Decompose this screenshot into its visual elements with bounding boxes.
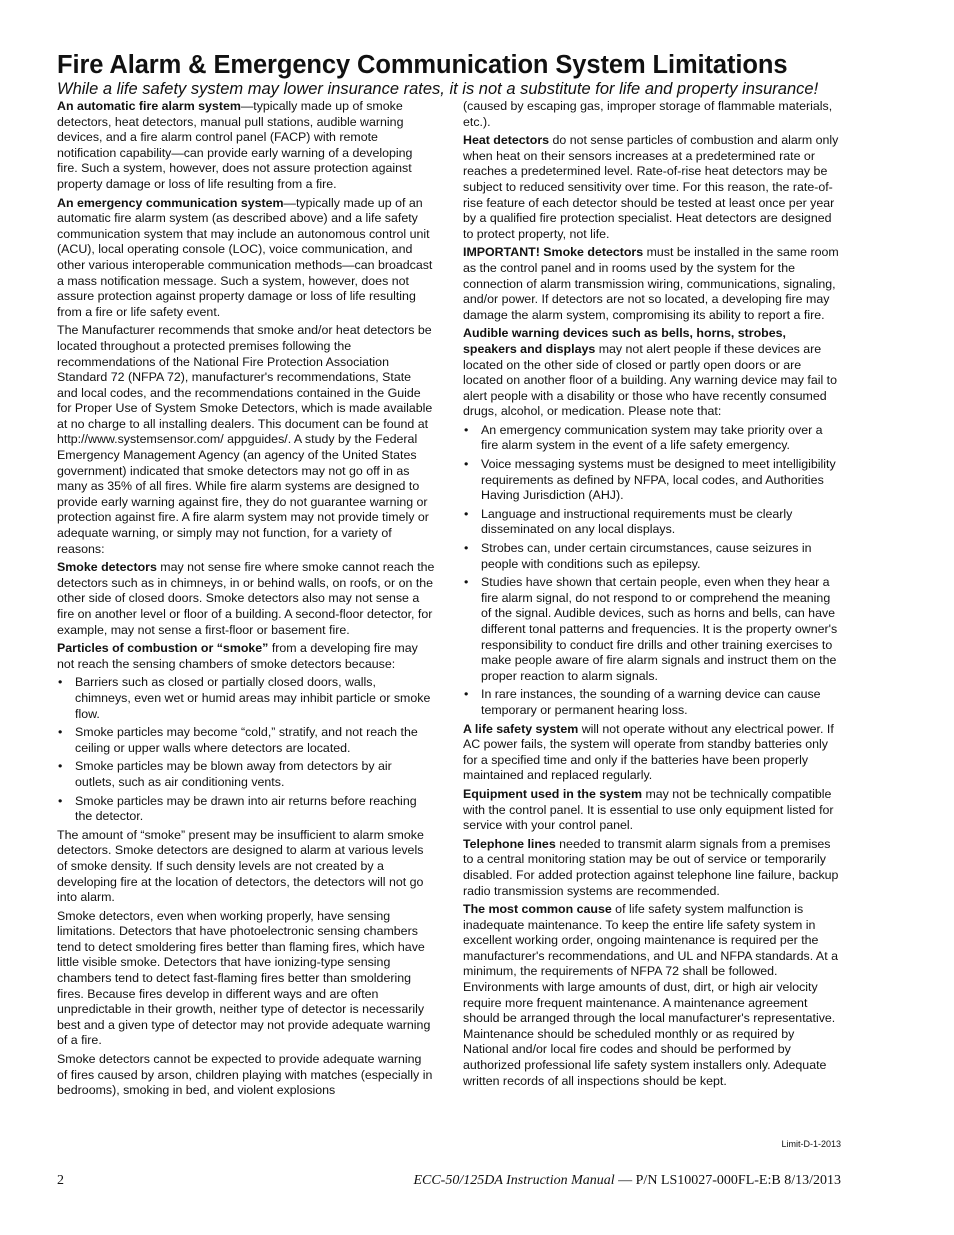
list-item: • Studies have shown that certain people, even when they hear a fire alarm signal, do not respond to or comprehend the meaning of the signal. Audible devices, such as horns and bells, can have different tonal patterns and frequencies. It is the property owner's responsibility to conduct fire drills and other training exercises to make people aware of fire alarm signals and instruct them on the proper reaction to alarm signals. [463,575,841,684]
important-paragraph [463,245,841,323]
smoke-bullet-list [57,675,435,824]
telephone-text: needed to transmit alarm signals from a premises to a central monitoring station may be out of service or temporarily disabled. For added protection against telephone line failure, backup radio transmission systems are recommended. [463,836,839,898]
emergency-comm-paragraph [57,196,435,321]
list-item: • In rare instances, the sounding of a warning device can cause temporary or permanent hearing loss. [463,687,841,718]
smoke-amount-paragraph: The amount of “smoke” present may be insufficient to alarm smoke detectors. Smoke detectors are designed to alarm at various levels of smoke density. If such density levels are not created by a developing fire at the location of detectors, the detectors will not go into alarm. [57,827,424,905]
common-cause-paragraph [463,902,841,1089]
right-column [463,99,841,1092]
important-text: must be installed in the same room as the control panel and in rooms used by the system for the connection of alarm transmission wiring, communications, signaling, and/or power. If detectors are not so located, a developing fire may damage the alarm system, compromising its ability to report a fire. [463,245,839,322]
life-safety-text: will not operate without any electrical power. If AC power fails, the system will operate from standby batteries only for a specified time and only if the batteries have been properly maintained and replaced regularly. [463,721,834,783]
fire-alarm-text: —typically made up of smoke detectors, heat detectors, manual pull stations, audible warning devices, and a fire alarm control panel (FACP) with remote notification capability—can provide early warning of a developing fire. Such a system, however, does not assure protection against property damage or loss of life resulting from a fire. [57,99,413,191]
list-item: • Smoke particles may be drawn into air returns before reaching the detector. [57,794,435,825]
limit-code: Limit-D-1-2013 [781,1139,841,1149]
list-item: • Smoke particles may be blown away from detectors by air outlets, such as air conditioning vents. [57,759,435,790]
equipment-text: may not be technically compatible with the control panel. It is essential to use only equipment listed for service with your control panel. [463,786,834,833]
smoke-detectors-heading: Smoke detectors [57,560,157,575]
continuation-paragraph: (caused by escaping gas, improper storage of flammable materials, etc.). [463,99,833,129]
left-column [57,99,435,1102]
page-title: Fire Alarm & Emergency Communication System Limitations [57,51,788,79]
heat-detectors-paragraph [463,133,841,242]
particles-text: from a developing fire may not reach the sensing chambers of smoke detectors because: [57,641,418,671]
audible-devices-heading: Audible warning devices such as bells, horns, strobes, speakers and displays [463,326,786,356]
list-item: • Smoke particles may become “cold,” stratify, and not reach the ceiling or upper walls where detectors are located. [57,725,435,756]
particles-heading: Particles of combustion or “smoke” [57,641,269,656]
heat-detectors-text: do not sense particles of combustion and alarm only when heat on their sensors increases at a predetermined rate or reaches a predetermined level. Rate-of-rise heat detectors may be subject to reduced sensitivity over time. For this reason, the rate-of-rise feature of each detector should be tested at least once per year by a qualified fire protection specialist. Heat detectors are designed to protect property, not life. [463,133,839,241]
life-safety-heading: A life safety system [463,721,579,736]
smoke-detectors-paragraph [57,560,435,638]
equipment-paragraph [463,787,841,834]
manual-title: ECC-50/125DA Instruction Manual [413,1173,615,1188]
part-info: — P/N LS10027-000FL-E:B 8/13/2013 [614,1173,841,1188]
telephone-paragraph [463,837,841,899]
telephone-heading: Telephone lines [463,836,556,851]
audible-devices-text: may not alert people if these devices are located on the other side of closed or partly open doors or are located on another floor of a building. Any warning device may fail to alert people with a disability or those who have recently consumed drugs, alcohol, or medication. Please note that: [463,341,838,419]
heat-detectors-heading: Heat detectors [463,133,550,148]
arson-paragraph: Smoke detectors cannot be expected to provide adequate warning of fires caused by arson, children playing with matches (especially in bedrooms), smoking in bed, and violent explosions [57,1052,433,1098]
fire-alarm-paragraph [57,99,435,193]
audible-bullet-list [463,423,841,719]
list-item: • Language and instructional requirements must be clearly disseminated on any local displays. [463,507,841,538]
life-safety-paragraph [463,722,841,784]
particles-paragraph [57,641,435,672]
footer-manual-info [413,1173,841,1189]
smoke-detectors-text: may not sense fire where smoke cannot reach the detectors such as in chimneys, in or behind walls, on roofs, or on the other side of closed doors. Smoke detectors also may not sense a fire on another level or floor of a building. A second-floor detector, for example, may not sense a first-floor or basement fire. [57,560,435,637]
fire-alarm-heading: An automatic fire alarm system [57,99,241,113]
list-item: • An emergency communication system may take priority over a fire alarm system in the event of a life safety emergency. [463,423,841,454]
manufacturer-paragraph: The Manufacturer recommends that smoke and/or heat detectors be located throughout a protected premises following the recommendations of the National Fire Protection Association Standard 72 (NFPA 72), manufacturer's recommendations, State and local codes, and the recommendations contained in the Guide for Proper Use of System Smoke Detectors, which is made available at no charge to all installing dealers. This document can be found at http://www.systemsensor.com/ appguides/. A study by the Federal Emergency Management Agency (an agency of the United States government) indicated that smoke detectors may not go off in as many as 35% of all fires. While fire alarm systems are designed to provide early warning against fire, they do not guarantee warning or protection against fire. A fire alarm system may not provide timely or adequate warning, or simply may not function, for a variety of reasons: [57,323,433,556]
audible-devices-paragraph [463,326,841,420]
sensing-limitations-paragraph: Smoke detectors, even when working properly, have sensing limitations. Detectors that have photoelectronic sensing chambers tend to detect smoldering fires better than flaming fires, which have little visible smoke. Detectors that have ionizing-type sensing chambers tend to detect fast-flaming fires better than smoldering fires. Because fires develop in different ways and are often unpredictable in their growth, neither type of detector is necessarily best and a given type of detector may not provide adequate warning of a fire. [57,908,431,1048]
page-number: 2 [57,1173,64,1188]
list-item: • Voice messaging systems must be designed to meet intelligibility requirements as defined by NFPA, local codes, and Authorities Having Jurisdiction (AHJ). [463,457,841,504]
important-heading: IMPORTANT! Smoke detectors [463,245,644,260]
equipment-heading: Equipment used in the system [463,786,643,801]
common-cause-text: of life safety system malfunction is inadequate maintenance. To keep the entire life safety system in excellent working order, ongoing maintenance is required per the manufacturer's recommendations, and UL and NFPA standards. At a minimum, the requirements of NFPA 72 shall be followed. Environments with large amounts of dust, dirt, or high air velocity require more frequent maintenance. A maintenance agreement should be arranged through the local manufacturer's representative. Maintenance should be scheduled monthly or as required by National and/or local fire codes and should be performed by authorized professional life safety system installers only. Adequate written records of all inspections should be kept. [463,902,838,1088]
list-item: • Barriers such as closed or partially closed doors, walls, chimneys, even wet or humid areas may inhibit particle or smoke flow. [57,675,435,722]
emergency-comm-heading: An emergency communication system [57,195,284,210]
common-cause-heading: The most common cause [463,902,612,917]
emergency-comm-text: —typically made up of an automatic fire alarm system (as described above) and a life safety communication system that may include an autonomous control unit (ACU), local operating console (LOC), voice communication, and other various interoperable communication methods—can broadcast a mass notification message. Such a system, however, does not assure protection against property damage or loss of life resulting from a fire or life safety event. [57,195,433,319]
list-item: • Strobes can, under certain circumstances, cause seizures in people with conditions such as epilepsy. [463,541,841,572]
page-subtitle: While a life safety system may lower insurance rates, it is not a substitute for life and property insurance! [57,80,819,98]
